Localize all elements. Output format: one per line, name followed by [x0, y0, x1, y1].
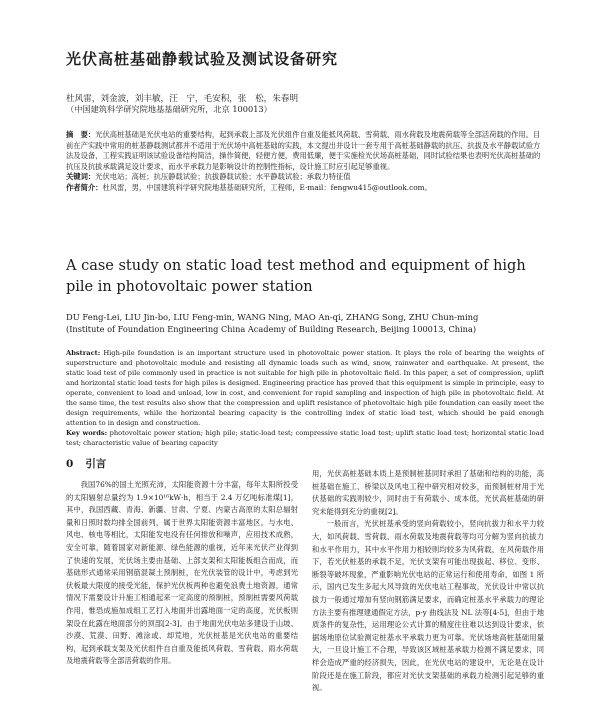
english-abstract-text: High-pile foundation is an important structure used in photovoltaic power station. It plays the role of bearing the weights of superstructure and photovoltaic module and resisting all dynamic loads such as wind, snow, rainwater and earthquake. At present, the static load test of pile commonly used in practice is not suitable for high pile in photovoltaic field. In this paper, a set of compression, uplift and horizontal static load tests for high piles is designed. Engineering practice has proved that this equipment is simple in principle, easy to operate, convenient to load and unload, low in cost, and convenient for rapid sampling and inspection of high pile in photovoltaic field. At the same time, the test results also show that the compression and uplift resistance of photovoltaic high pile foundation can easily meet the design requirements, while the horizontal bearing capacity is the controlling index of static load test, which should be paid enough attention to in design and construction. — [66, 349, 544, 427]
english-keywords — [66, 428, 544, 448]
intro-paragraph-left: 我国76%的国土光照充沛，太阳能资源十分丰富，每年太阳所投受的太阳辐射总量约为 1.9×10¹⁶kW·h，相当于 2.4 万亿吨标准煤[1]，其中，我国西藏、青海、新疆、甘肃、宁夏、内蒙古高原的太阳总辐射量和日照时数均排全国前列，属于世界太阳能资源丰富地区。与水电、风电、核电等相比，太阳能发电没有任何排放和噪声，应用技术成熟，安全可靠，随着国家对新能源、绿色能源的重视，近年来光伏产业得到了快速的发展，光伏场主要由基础、上部支架和太阳能板组合而成，而基础形式通常采用钢筋混凝土预制桩，在光伏装管的设计中，考虑到光伏板最大限度的接受光能，保护光伏板两种也避免浪费土地资源，通常情况下需要设计升施工相通起来一定高度的预制桩，预制桩需要风荷载作用，惟恐成施加成组工艺打入地面并出露地面一定的高度，光伏板则架设在此露在地面部分的顶部[2-3]。由于地面光伏电站多建设于山坡、沙漠、荒漠、田野、滩涂或、却荒地，光伏桩基是光伏电站的重要结构，起到承载支架及光伏组件自自重及能抵风荷载、雪荷载、雨水荷载及地震荷载等全部活荷载的作用。 — [66, 480, 298, 666]
intro-paragraph-right-2: 一般而言，光伏桩基承受的竖向荷载较小，竖向抗拔力和水平力较大，如风荷载、雪荷载、雨水荷载及地震荷载等均可分解为竖向抗拔力和水平作用力，其中水平作用力相较则均较多为风荷载，在风荷载作用下，若光伏桩基的承载不足，光伏支架有可能出现拔起、移位、变形、断裂等破坏现象，严重影响光伏电站的正常运行和使用寿命，如图 1 所示，国内已发生多起大风导致的光伏电站工程事故，光伏设计中常以抗拔力一般通过增加有竖向钢筋满足要求，而确定桩基水平承载力的理论方法主要有推理建通假定方法，p-y 曲线法及 NL 法等[4-5]，但由于地质条件的复杂性，运用理论公式计算的精度往往难以达到设计要求，依据场地原位试验测定桩基水平承载力更为可靠。光伏场地高桩基础用量大，一旦设计施工不合理，导致该区域桩基承载力检测不满足要求，同样会造成严重的经济损失，因此，在光伏电站的建设中，无论是在设计阶段还是在施工阶段，都应对光伏支架基础的承载力检测引起足够的重视。 — [312, 519, 544, 693]
chinese-keywords — [66, 172, 544, 183]
section-number: 0 — [66, 458, 74, 470]
chinese-author-bio-label: 作者简介： — [66, 182, 103, 192]
english-keywords-text: photovoltaic power station; high pile; static-load test; compressive static load test; uplift static load test; horizontal static load test; characteristic value of bearing capacity — [66, 429, 544, 447]
chinese-abstract — [66, 130, 544, 172]
chinese-author-bio-text: 杜风雷，男，中国建筑科学研究院地基基础研究所，工程师，E-mail：fengwu415@outlook.com。 — [102, 182, 432, 192]
body-left-column — [66, 456, 298, 668]
chinese-keywords-text: 光伏电站；高桩；抗压静载试验；抗拔静载试验；水平静载试验；承载力特征值 — [95, 172, 351, 182]
body-right-column — [312, 468, 544, 695]
intro-paragraph-right-1: 用，光伏高桩基础本质上是预制桩基同时承担了基础和结构的功能，高桩基础在施工、桥梁以及风电工程中研究相对较多，而预制桩材用于光伏基础的实践则较少，同时由于有荷载小、成本低，光伏高桩基础的研究未能得到充分的重视[2]。 — [312, 469, 544, 516]
english-keywords-label: Key words: — [66, 429, 108, 437]
chinese-abstract-block — [66, 130, 544, 194]
section-title: 引言 — [85, 458, 107, 470]
chinese-affiliation: （中国建筑科学研究院地基基础研究所，北京 100013） — [66, 104, 272, 114]
section-heading — [66, 456, 298, 471]
english-abstract — [66, 348, 544, 428]
chinese-keywords-label: 关键词： — [66, 172, 96, 182]
english-abstract-label: Abstract: — [66, 349, 101, 357]
chinese-authors: 杜风雷，刘金波，刘丰敏，汪 宁，毛安积，张 松，朱春明 — [66, 94, 299, 104]
english-abstract-block — [66, 348, 544, 448]
english-title: A case study on static load test method and equipment of high pile in photovoltaic power station — [66, 258, 526, 295]
chinese-author-bio — [66, 183, 544, 194]
chinese-abstract-text: 光伏高桩基础是光伏电站的重要结构，起到承载上部及光伏组件自重及能抵风荷载、雪荷载、雨水荷载及地震荷载等全部活荷载的作用。目前在产实践中常用的桩基静载测试都并不适用于光伏场中高桩基础的实践，本文提出并设计一套专用于高桩基础静载的抗压、抗拔及水平静载试验方法及设备，工程实践证明该试验设备结构简洁，操作简便，轻便方便，费用低廉，便于实施检光伏场高桩基础，同时试验结果也表明光伏高桩基础的抗压及抗拔承载满足设计要求，而水平承载力是影响设计的控制性指标，设计施工时应引起足够重视。 — [66, 130, 541, 171]
chinese-abstract-label: 摘 要： — [66, 130, 96, 139]
chinese-title: 光伏高桩基础静载试验及测试设备研究 — [66, 50, 339, 68]
english-authors: DU Feng-Lei, LIU Jin-bo, LIU Feng-min, WANG Ning, MAO An-qi, ZHANG Song, ZHU Chun-ming — [66, 312, 479, 322]
english-affiliation: (Institute of Foundation Engineering China Academy of Building Research, Beijing 100013, China) — [66, 324, 477, 334]
